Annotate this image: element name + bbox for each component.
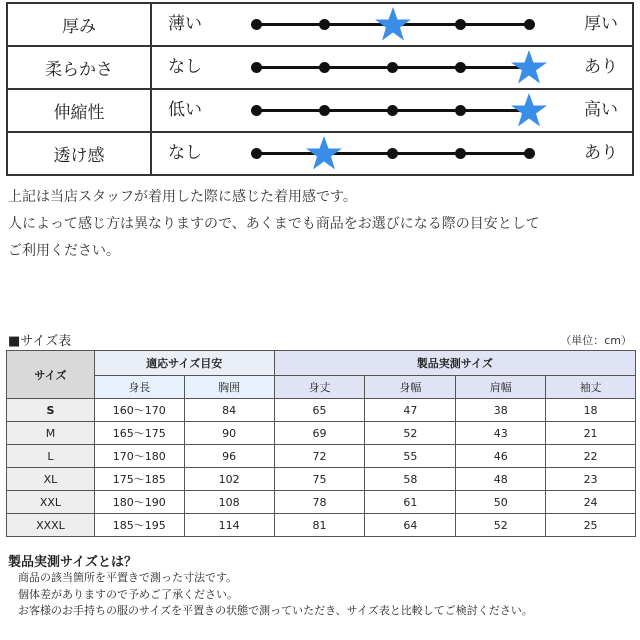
table-cell: 175～185 (94, 468, 184, 491)
column-header: 身長 (94, 376, 184, 399)
size-header: サイズ (7, 351, 95, 399)
star-icon (305, 135, 343, 171)
table-cell: 21 (546, 422, 636, 445)
size-label: S (7, 399, 95, 422)
table-cell: 58 (365, 468, 456, 491)
table-cell: 24 (546, 491, 636, 514)
feel-attribute-label: 柔らかさ (7, 46, 151, 89)
scale-dot (455, 148, 466, 159)
size-label: L (7, 445, 95, 468)
table-cell: 18 (546, 399, 636, 422)
fit-guide-header: 適応サイズ目安 (94, 351, 274, 376)
table-cell: 180～190 (94, 491, 184, 514)
feel-scale (151, 132, 633, 175)
scale-high-label: あり (584, 143, 618, 163)
feel-scale (151, 3, 633, 46)
size-table (6, 350, 636, 537)
column-header: 身丈 (274, 376, 365, 399)
scale-high-label: 高い (584, 100, 618, 120)
feel-attribute-label: 伸縮性 (7, 89, 151, 132)
size-label: XXL (7, 491, 95, 514)
table-cell: 75 (274, 468, 365, 491)
table-cell: 170～180 (94, 445, 184, 468)
table-cell: 165～175 (94, 422, 184, 445)
table-cell: 65 (274, 399, 365, 422)
note-line: ご利用ください。 (8, 243, 120, 259)
table-cell: 43 (456, 422, 546, 445)
table-cell: 81 (274, 514, 365, 537)
scale-dot (387, 148, 398, 159)
feel-scale (151, 46, 633, 89)
star-icon (374, 6, 412, 42)
scale-dot (455, 62, 466, 73)
column-header: 身幅 (365, 376, 456, 399)
scale-low-label: 低い (168, 100, 202, 120)
scale-dot (387, 105, 398, 116)
size-table-unit: （単位：cm） (560, 334, 632, 347)
column-header: 肩幅 (456, 376, 546, 399)
table-row (7, 491, 636, 514)
feel-row (7, 132, 633, 175)
scale-low-label: 薄い (168, 14, 202, 34)
table-cell: 52 (456, 514, 546, 537)
table-cell: 64 (365, 514, 456, 537)
column-header: 袖丈 (546, 376, 636, 399)
table-cell: 55 (365, 445, 456, 468)
measured-size-header: 製品実測サイズ (274, 351, 635, 376)
table-cell: 102 (184, 468, 274, 491)
table-cell: 25 (546, 514, 636, 537)
definition-line: 個体差がありますので予めご了承ください。 (18, 587, 238, 601)
feel-notes (8, 184, 540, 265)
star-icon (510, 92, 548, 128)
table-cell: 38 (456, 399, 546, 422)
table-row (7, 468, 636, 491)
note-line: 人によって感じ方は異なりますので、あくまでも商品をお選びになる際の目安として (8, 216, 540, 232)
scale-dot (455, 105, 466, 116)
column-header: 胸囲 (184, 376, 274, 399)
scale-dot (524, 19, 535, 30)
table-cell: 48 (456, 468, 546, 491)
scale-dot (251, 105, 262, 116)
feel-row (7, 46, 633, 89)
note-line: 上記は当店スタッフが着用した際に感じた着用感です。 (8, 189, 357, 205)
table-cell: 84 (184, 399, 274, 422)
scale-dot (319, 105, 330, 116)
size-label: XL (7, 468, 95, 491)
table-row (7, 399, 636, 422)
definition-line: お客様のお手持ちの服のサイズを平置きの状態で測っていただき、サイズ表と比較してご検討ください。 (18, 604, 533, 617)
table-row (7, 422, 636, 445)
table-cell: 69 (274, 422, 365, 445)
feel-attribute-label: 厚み (7, 3, 151, 46)
feel-scale (151, 89, 633, 132)
scale-high-label: あり (584, 57, 618, 77)
scale-dot (387, 62, 398, 73)
size-label: XXXL (7, 514, 95, 537)
definition-line: 商品の該当箇所を平置きで測った寸法です。 (18, 571, 238, 584)
feel-row (7, 89, 633, 132)
feel-scale-table (6, 2, 634, 176)
size-label: M (7, 422, 95, 445)
feel-attribute-label: 透け感 (7, 132, 151, 175)
table-cell: 90 (184, 422, 274, 445)
table-cell: 185～195 (94, 514, 184, 537)
table-cell: 47 (365, 399, 456, 422)
scale-dot (455, 19, 466, 30)
scale-dot (319, 62, 330, 73)
table-cell: 160～170 (94, 399, 184, 422)
table-cell: 108 (184, 491, 274, 514)
table-row (7, 514, 636, 537)
scale-dot (251, 19, 262, 30)
star-icon (510, 49, 548, 85)
scale-dot (251, 62, 262, 73)
scale-low-label: なし (168, 57, 202, 77)
size-table-title: ■サイズ表 (8, 334, 72, 349)
table-cell: 46 (456, 445, 546, 468)
table-cell: 50 (456, 491, 546, 514)
table-cell: 114 (184, 514, 274, 537)
table-row (7, 445, 636, 468)
table-cell: 22 (546, 445, 636, 468)
definition-title: 製品実測サイズとは？ (8, 555, 137, 570)
scale-high-label: 厚い (584, 14, 618, 34)
scale-dot (319, 19, 330, 30)
table-cell: 72 (274, 445, 365, 468)
table-cell: 23 (546, 468, 636, 491)
feel-row (7, 3, 633, 46)
table-cell: 96 (184, 445, 274, 468)
table-cell: 52 (365, 422, 456, 445)
definition-text (18, 570, 533, 620)
scale-dot (251, 148, 262, 159)
scale-dot (524, 148, 535, 159)
table-cell: 61 (365, 491, 456, 514)
scale-low-label: なし (168, 143, 202, 163)
table-cell: 78 (274, 491, 365, 514)
